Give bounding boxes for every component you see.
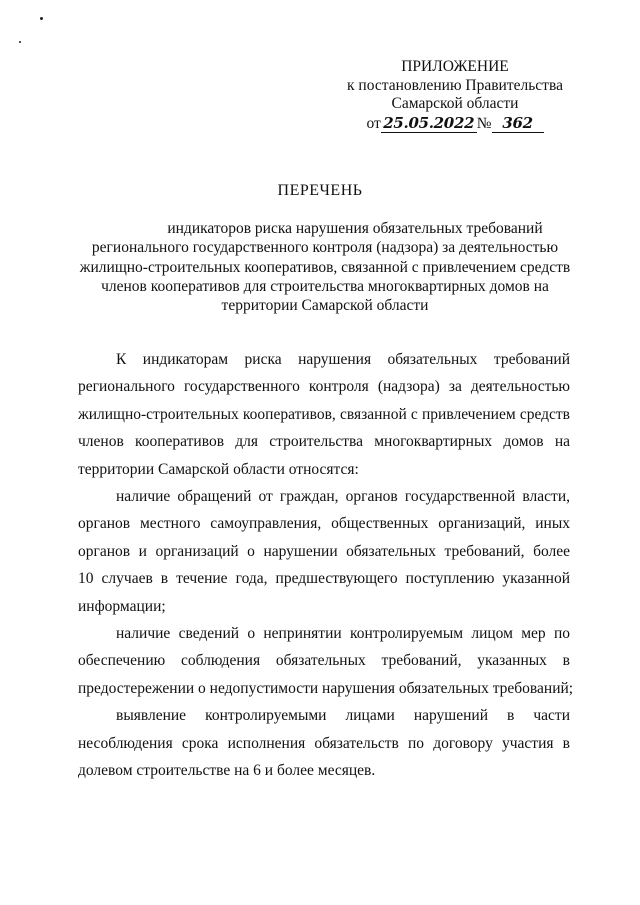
text-line: долевом строительстве на 6 и более месяцев. [78,762,376,780]
subtitle-line: территории Самарской области [221,297,429,315]
subtitle-line: жилищно-строительных кооперативов, связанной с привлечением средств [79,258,571,276]
text-line: обеспечению соблюдения обязательных требований, указанных в [78,652,570,670]
scan-speck [19,41,21,43]
appendix-line-1: к постановлению Правительства [347,76,563,94]
text-line: 10 случаев в течение года, предшествующего поступлению указанной [78,570,570,588]
text-line: информации; [78,597,166,615]
document-title: ПЕРЕЧЕНЬ [277,182,363,199]
subtitle-line: регионального государственного контроля (надзора) за деятельностью [91,239,559,257]
text-line: регионального государственного контроля (надзора) за деятельностью [78,378,570,396]
text-line: наличие обращений от граждан, органов государственной власти, [116,488,570,506]
from-label: от [366,114,381,132]
handwritten-date: 25.05.2022 [381,114,477,134]
text-line: органов и организаций о нарушении обязательных требований, более [78,542,570,560]
text-line: членов кооперативов для строительства многоквартирных домов на [78,433,570,451]
item-paragraph-3 [78,702,570,784]
scan-speck [40,17,43,20]
text-line: К индикаторам риска нарушения обязательных требований [116,351,570,368]
intro-paragraph [78,346,570,483]
number-label: № [476,114,492,132]
text-line: несоблюдения срока исполнения обязательств по договору участия в [78,734,570,752]
text-line: выявление контролируемыми лицами нарушений в части [116,707,570,725]
text-line: жилищно-строительных кооперативов, связанной с привлечением средств [78,405,570,423]
text-line: предостережении о недопустимости нарушения обязательных требований; [78,679,574,697]
item-paragraph-1 [78,483,570,620]
appendix-header [330,58,580,133]
text-line: наличие сведений о непринятии контролируемым лицом мер по [116,625,570,643]
appendix-reference [330,114,580,134]
text-line: органов местного самоуправления, общественных организаций, иных [78,515,570,533]
item-paragraph-2 [78,620,574,702]
appendix-title: ПРИЛОЖЕНИЕ [401,58,509,75]
document-body [78,346,574,785]
subtitle-line: индикаторов риска нарушения обязательных требований [167,220,543,237]
handwritten-number: 362 [492,114,544,134]
text-line: территории Самарской области относятся: [78,460,359,478]
subtitle-line: членов кооперативов для строительства многоквартирных домов на [101,277,549,295]
document-subtitle [70,219,580,315]
appendix-line-2: Самарской области [391,95,519,112]
